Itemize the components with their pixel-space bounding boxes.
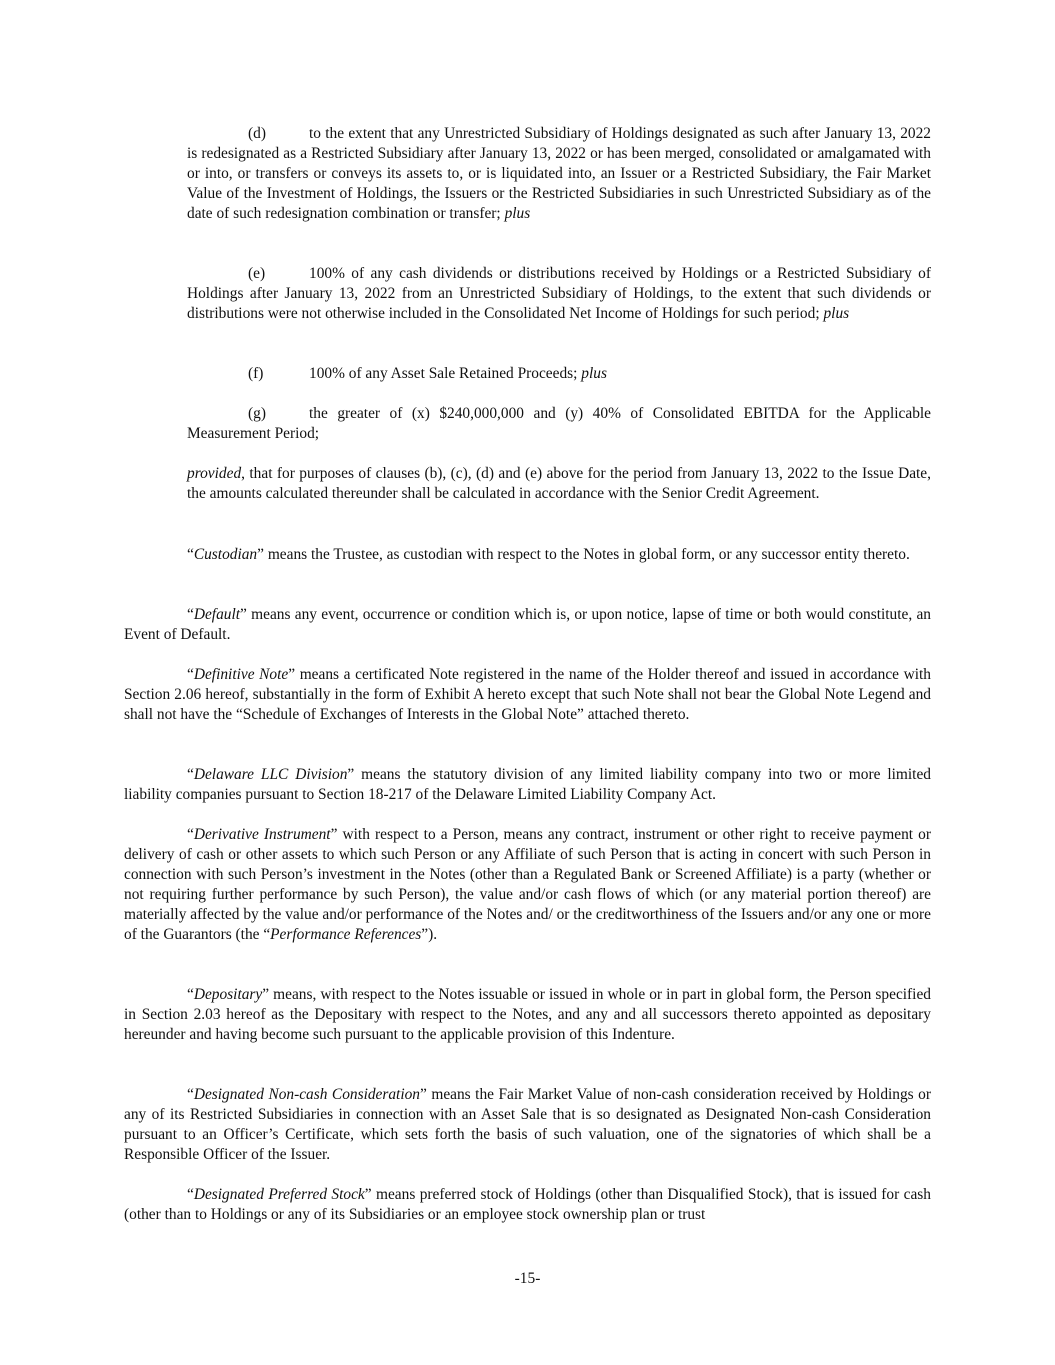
clause-e — [187, 264, 931, 324]
defined-term-secondary: Performance References — [270, 926, 422, 943]
defined-term: Custodian — [193, 546, 258, 563]
proviso-paragraph — [187, 464, 931, 504]
definition-derivative-instrument — [124, 825, 931, 945]
definition-default — [124, 605, 931, 645]
open-quote: “ — [187, 1086, 194, 1103]
defined-term: Designated Preferred Stock — [193, 1186, 365, 1203]
definition-designated-preferred-stock — [124, 1185, 931, 1225]
definition-text: means the Fair Market Value of non-cash consideration received by Holdings or any of its Restricted Subsidiaries in connection with an Asset Sale that is so designated as Designated Non-cash Consideration pursuant to an Officer’s Certificate, which sets forth the basis of such valuation, one of the signatories of which shall be a Responsible Officer of the Issuer. — [124, 1086, 931, 1163]
clause-text: 100% of any cash dividends or distributions received by Holdings or a Restricted Subsidiary of Holdings after January 13, 2022 from an Unrestricted Subsidiary of Holdings, to the extent that such dividends or distributions were not otherwise included in the Consolidated Net Income of Holdings for such period; — [187, 265, 931, 322]
clause-suffix: plus — [504, 205, 531, 222]
clause-d — [187, 124, 931, 224]
clause-text: the greater of (x) $240,000,000 and (y) 40% of Consolidated EBITDA for the Applicable Measurement Period; — [187, 405, 931, 442]
defined-term: Derivative Instrument — [193, 826, 331, 843]
defined-term: Delaware LLC Division — [193, 766, 348, 783]
open-quote: “ — [187, 666, 194, 683]
open-quote: “ — [187, 826, 194, 843]
definition-delaware-llc-division — [124, 765, 931, 805]
close-quote: ” — [420, 1086, 427, 1103]
clause-g — [187, 404, 931, 444]
definition-text: means a certificated Note registered in the name of the Holder thereof and issued in accordance with Section 2.06 hereof, substantially in the form of Exhibit A hereto except that such Note shall not bear the Global Note Legend and shall not have the “Schedule of Exchanges of Interests in the Global Note” attached thereto. — [124, 666, 931, 723]
open-quote: “ — [187, 1186, 194, 1203]
clause-f — [187, 364, 931, 384]
definition-designated-non-cash-consideration — [124, 1085, 931, 1165]
clause-label: (d) — [248, 125, 266, 142]
page-number: -15- — [514, 1270, 541, 1287]
proviso-lead: provided — [187, 465, 242, 482]
definition-text: means any event, occurrence or condition which is, or upon notice, lapse of time or both would constitute, an Event of Default. — [124, 606, 931, 643]
close-quote: ” — [240, 606, 247, 623]
close-quote: ” — [288, 666, 296, 683]
definition-custodian — [124, 545, 931, 565]
definition-text: means the Trustee, as custodian with respect to the Notes in global form, or any successor entity thereto. — [263, 546, 910, 563]
clause-text: to the extent that any Unrestricted Subsidiary of Holdings designated as such after January 13, 2022 is redesignated as a Restricted Subsidiary after January 13, 2022 or has been merged, consolidated or amalgamated with or into, or transfers or conveys its assets to, or is liquidated into, an Issuer or a Restricted Subsidiary, the Fair Market Value of the Investment of Holdings, the Issuers or the Restricted Subsidiaries in such Unrestricted Subsidiary as of the date of such redesignation combination or transfer; — [187, 125, 931, 222]
open-quote: “ — [187, 766, 194, 783]
open-quote: “ — [187, 986, 194, 1003]
close-quote: ” — [347, 766, 355, 783]
clause-suffix: plus — [823, 305, 850, 322]
close-quote: ” — [257, 546, 264, 563]
clause-suffix: plus — [581, 365, 607, 382]
open-quote: “ — [187, 546, 194, 563]
defined-term: Depositary — [193, 986, 263, 1003]
clause-label: (e) — [248, 265, 266, 282]
definition-text: means, with respect to the Notes issuable or issued in whole or in part in global form, the Person specified in Section 2.03 hereof as the Depositary with respect to the Notes, and any and all successors thereto appointed as depositary hereunder and having become such pursuant to the applicable provision of this Indenture. — [124, 986, 931, 1043]
definition-text: means preferred stock of Holdings (other than Disqualified Stock), that is issued for cash (other than to Holdings or any of its Subsidiaries or an employee stock ownership plan or trust — [124, 1186, 931, 1223]
open-quote: “ — [187, 606, 194, 623]
definition-depositary — [124, 985, 931, 1045]
proviso-text: , that for purposes of clauses (b), (c), (d) and (e) above for the period from January 13, 2022 to the Issue Date, the amounts calculated thereunder shall be calculated in accordance with the Senior Credit Agreement. — [187, 465, 931, 502]
definition-text: means the statutory division of any limited liability company into two or more limited liability companies pursuant to Section 18-217 of the Delaware Limited Liability Company Act. — [124, 766, 931, 803]
clause-text: 100% of any Asset Sale Retained Proceeds; — [309, 365, 578, 382]
definition-definitive-note — [124, 665, 931, 725]
close-quote: ” — [330, 826, 338, 843]
close-quote: ” — [262, 986, 270, 1003]
close-quote: ” — [364, 1186, 372, 1203]
defined-term: Default — [193, 606, 241, 623]
defined-term: Designated Non-cash Consideration — [193, 1086, 421, 1103]
definition-tail: ”). — [421, 926, 438, 943]
definition-text: with respect to a Person, means any contract, instrument or other right to receive payment or delivery of cash or other assets to which such Person or any Affiliate of such Person that is acting in concert with such Person in connection with such Person’s investment in the Notes (other than a Regulated Bank or Screened Affiliate) is a party (whether or not requiring further performance by such Person), the value and/or cash flows of which (or any material portion thereof) are materially affected by the value and/or performance of the Notes and/ or the creditworthiness of the Issuers and/or any one or more of the Guarantors (the “ — [124, 826, 932, 943]
clause-label: (g) — [248, 405, 266, 422]
defined-term: Definitive Note — [193, 666, 289, 683]
clause-label: (f) — [248, 365, 264, 382]
